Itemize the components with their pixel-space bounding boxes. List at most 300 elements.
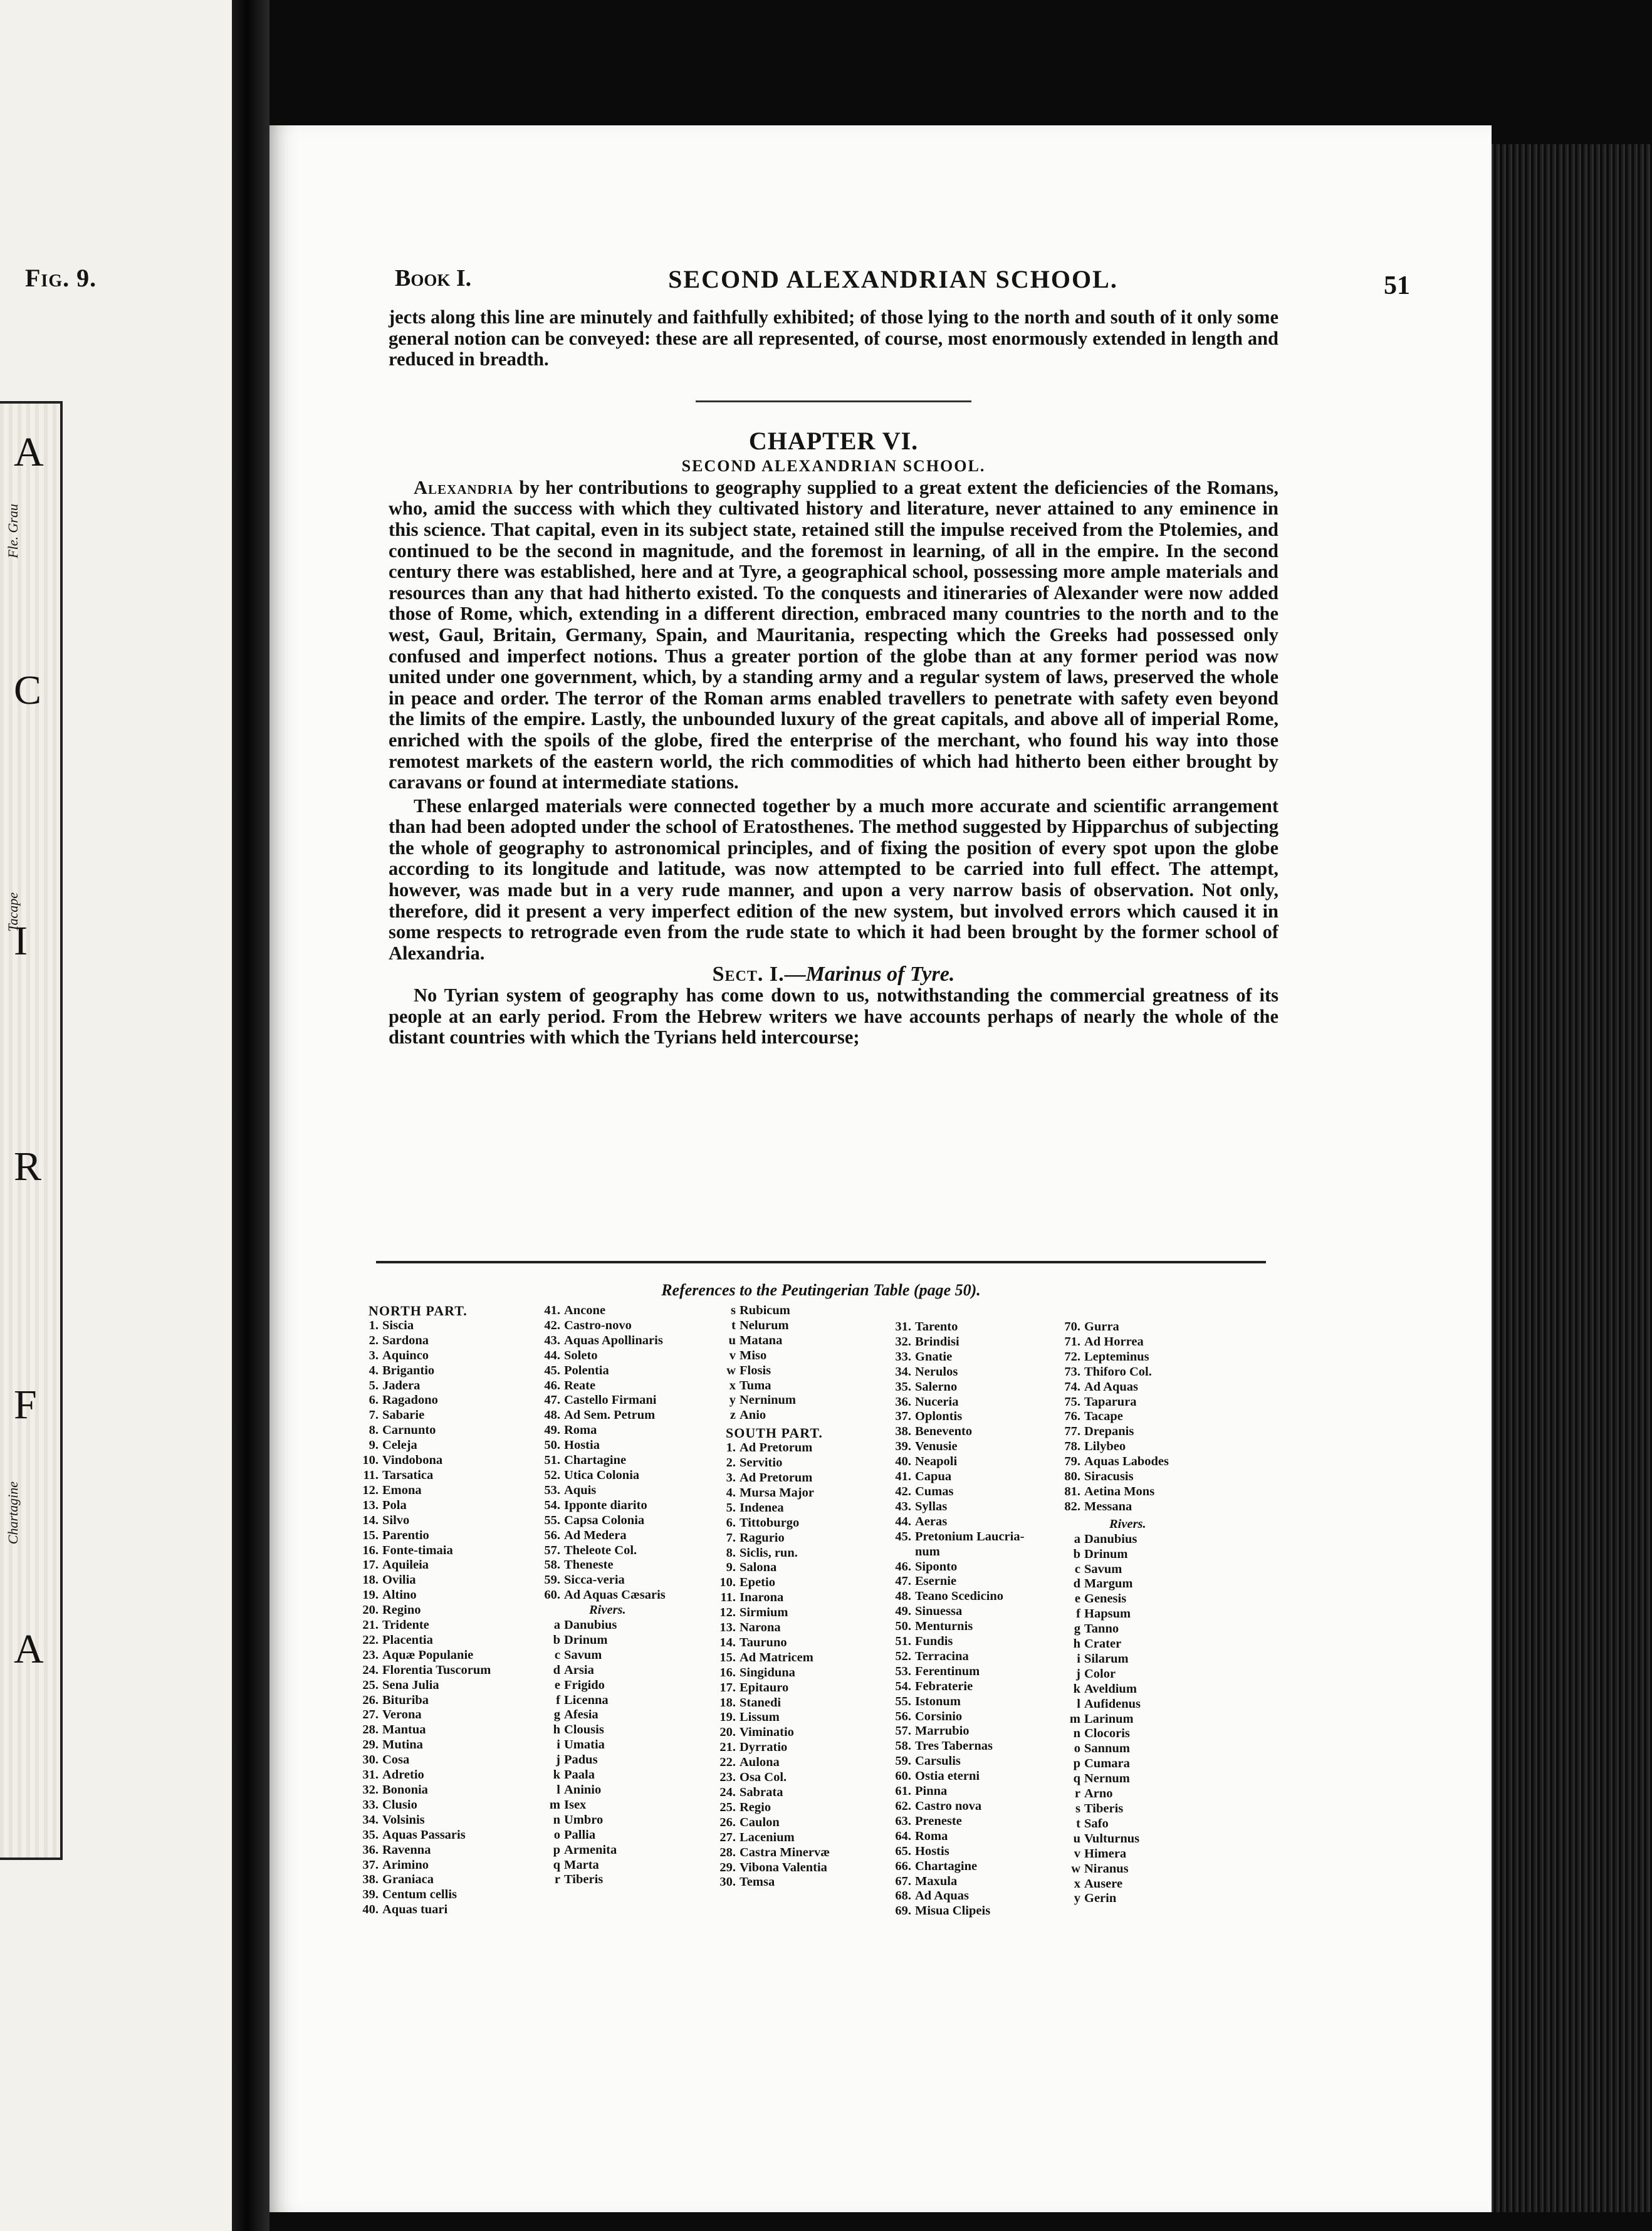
reference-entry xyxy=(533,1798,666,1813)
reference-key: 74. xyxy=(1064,1379,1080,1394)
reference-place: Epetio xyxy=(740,1575,775,1590)
reference-entry xyxy=(708,1501,830,1516)
reference-key: 57. xyxy=(544,1543,560,1557)
part-heading: SOUTH PART. xyxy=(726,1425,823,1441)
page-edges xyxy=(1492,144,1652,2212)
reference-place: Altino xyxy=(382,1588,417,1602)
reference-entry xyxy=(351,1393,491,1408)
reference-place: Marrubio xyxy=(915,1724,970,1738)
reference-key: y xyxy=(729,1393,736,1408)
reference-place: Pola xyxy=(382,1498,407,1512)
reference-place: Aquas Labodes xyxy=(1084,1455,1169,1469)
reference-place: Terracina xyxy=(915,1649,969,1663)
reference-entry xyxy=(351,1888,491,1903)
map-place-label: Fle. Grau xyxy=(5,504,21,558)
reference-place: Castro nova xyxy=(915,1799,982,1813)
reference-key: 42. xyxy=(895,1484,911,1498)
reference-key: 67. xyxy=(895,1874,911,1888)
reference-entry xyxy=(351,1319,491,1334)
reference-place: Roma xyxy=(915,1829,948,1843)
reference-place: Placentia xyxy=(382,1633,433,1647)
reference-key: 6. xyxy=(726,1515,736,1530)
reference-entry xyxy=(351,1528,491,1544)
reference-place: Ausere xyxy=(1084,1876,1123,1891)
reference-place: Clocoris xyxy=(1084,1727,1130,1741)
reference-place: Ad Pretorum xyxy=(740,1470,813,1485)
reference-entry xyxy=(884,1619,1024,1634)
reference-place: Ancone xyxy=(564,1304,606,1317)
reference-place: Aveldium xyxy=(1084,1681,1137,1696)
reference-place: Pretonium Laucria- xyxy=(915,1529,1025,1544)
reference-key: 56. xyxy=(544,1528,560,1542)
reference-place: Castro-novo xyxy=(564,1318,632,1332)
reference-place: Mantua xyxy=(382,1723,426,1737)
reference-key: 14. xyxy=(719,1635,736,1649)
chapter-subtitle: SECOND ALEXANDRIAN SCHOOL. xyxy=(681,456,986,475)
reference-place: Silvo xyxy=(382,1513,410,1527)
reference-place: Menturnis xyxy=(915,1619,973,1634)
reference-key: 7. xyxy=(726,1530,736,1545)
reference-key: w xyxy=(1071,1861,1080,1876)
reference-key: 46. xyxy=(895,1559,911,1574)
reference-place: Ad Aquas Cæsaris xyxy=(564,1588,666,1602)
reference-entry xyxy=(533,1828,666,1843)
reference-entry xyxy=(351,1813,491,1828)
reference-entry xyxy=(884,1409,1024,1424)
reference-key: v xyxy=(729,1348,736,1362)
reference-place: Siracusis xyxy=(1084,1470,1134,1484)
reference-place: Teano Scedicino xyxy=(915,1589,1004,1604)
reference-key: 43. xyxy=(544,1333,560,1347)
reference-place: Chartagine xyxy=(564,1453,627,1468)
reference-entry xyxy=(708,1441,830,1456)
reference-key: m xyxy=(1069,1711,1080,1726)
reference-entry xyxy=(1053,1682,1169,1697)
reference-place: Aeras xyxy=(915,1514,948,1528)
reference-key: 42. xyxy=(544,1318,560,1332)
reference-entry xyxy=(884,1649,1024,1664)
reference-place: Ragadono xyxy=(382,1393,438,1408)
reference-entry xyxy=(1053,1802,1169,1817)
reference-entry xyxy=(1053,1787,1169,1802)
reference-key: 47. xyxy=(544,1393,560,1408)
reference-key: 28. xyxy=(362,1723,379,1737)
reference-key: t xyxy=(731,1318,736,1332)
paragraph: No Tyrian system of geography has come down to us, notwithstanding the commercial greatness of its people at an early period. From the Hebrew writers we have accounts perhaps of nearly the whole of the distant countries with which the Tyrians held intercourse; xyxy=(389,985,1278,1048)
reference-entry xyxy=(1053,1772,1169,1787)
paragraph-text: by her contributions to geography supplied to a great extent the deficiencies of the Romans, who, amid the success with which they cultivated history and literature, never attained to any eminence in this science. That capital, even in its subject state, retained still the impulse received from the Ptolemies, and continued to be the second in magnitude, and the foremost in learning, of all in the empire. In the second century there was established, here and at Tyre, a geographical school, possessing more ample materials and resources than any that had hitherto existed. To the conquests and itineraries of Alexander were now added those of Rome, which, extending in a different direction, embraced many countries to the north and to the west, Gaul, Britain, Germany, Spain, and Mauritania, respecting which the Greeks had possessed only confused and imperfect notions. Thus a greater portion of the globe than at any former period was now united under one government, which, by a standing army and a regular system of laws, preserved the whole in peace and order. The terror of the Roman arms enabled travellers to penetrate with safety even beyond the limits of the empire. Lastly, the unbounded luxury of the great capitals, and above all of imperial Rome, enriched with the spoils of the globe, fired the enterprise of the merchant, who found his way into those remotest markets of the eastern world, the rich commodities of which had hitherto been either brought by caravans or found at intermediate stations. xyxy=(389,476,1278,793)
reference-entry xyxy=(1053,1712,1169,1727)
reference-place: Isex xyxy=(564,1797,587,1812)
reference-key: 26. xyxy=(362,1693,379,1707)
reference-place: Neapoli xyxy=(915,1455,958,1469)
reference-entry xyxy=(1053,1532,1169,1547)
reference-place: Aquis xyxy=(564,1483,597,1497)
reference-key: 29. xyxy=(362,1738,379,1752)
reference-key: 61. xyxy=(895,1784,911,1799)
reference-key: 1. xyxy=(369,1318,379,1332)
reference-key: 1. xyxy=(726,1441,736,1455)
reference-key: 32. xyxy=(362,1783,379,1797)
reference-entry xyxy=(1053,1320,1169,1335)
reference-place: Arimino xyxy=(382,1857,429,1872)
reference-key: 46. xyxy=(544,1378,560,1392)
reference-place: Hostia xyxy=(564,1438,600,1453)
reference-entry xyxy=(884,1664,1024,1680)
reference-key: 35. xyxy=(895,1379,911,1394)
reference-key: 72. xyxy=(1064,1349,1080,1364)
reference-key: 18. xyxy=(362,1573,379,1587)
reference-key: 60. xyxy=(544,1588,560,1602)
reference-key: 60. xyxy=(895,1769,911,1784)
reference-key: 17. xyxy=(719,1680,736,1695)
reference-place: Aquileia xyxy=(382,1558,429,1572)
reference-key: 37. xyxy=(895,1409,911,1424)
reference-place: Caulon xyxy=(740,1815,780,1829)
reference-place: Niranus xyxy=(1084,1861,1129,1876)
references-column xyxy=(351,1304,491,1918)
reference-key: i xyxy=(557,1738,560,1752)
reference-place: Misua Clipeis xyxy=(915,1904,991,1918)
map-place-label: Tacape xyxy=(5,892,21,932)
reference-entry xyxy=(533,1648,666,1663)
reference-place: Gerin xyxy=(1084,1891,1117,1906)
reference-key: 18. xyxy=(719,1695,736,1710)
reference-place: Fundis xyxy=(915,1634,953,1649)
reference-entry xyxy=(884,1904,1024,1919)
reference-place: Servitio xyxy=(740,1456,783,1470)
reference-key: 24. xyxy=(719,1785,736,1799)
reference-place: Sabarie xyxy=(382,1408,425,1423)
reference-key: 70. xyxy=(1064,1320,1080,1334)
reference-entry xyxy=(708,1591,830,1606)
reference-place: Rubicum xyxy=(740,1304,790,1317)
reference-place: Pinna xyxy=(915,1784,948,1799)
reference-entry xyxy=(884,1395,1024,1410)
reference-entry xyxy=(708,1725,830,1740)
reference-entry xyxy=(351,1693,491,1708)
reference-entry xyxy=(1053,1667,1169,1682)
divider xyxy=(696,400,971,402)
reference-place: Clousis xyxy=(564,1723,604,1737)
reference-entry xyxy=(708,1621,830,1636)
reference-place: Centum cellis xyxy=(382,1888,457,1902)
reference-key: 80. xyxy=(1064,1470,1080,1484)
reference-key: s xyxy=(731,1304,736,1317)
reference-entry xyxy=(708,1334,830,1349)
reference-key: 2. xyxy=(726,1456,736,1470)
reference-place: Sabrata xyxy=(740,1785,783,1799)
reference-key: 59. xyxy=(895,1754,911,1769)
reference-entry xyxy=(1053,1757,1169,1772)
reference-entry xyxy=(708,1304,830,1319)
reference-place: Nerulos xyxy=(915,1364,958,1379)
map-letter: A xyxy=(14,429,44,475)
reference-place: Ad Medera xyxy=(564,1528,627,1542)
reference-place: Aulona xyxy=(740,1755,780,1770)
reference-entry xyxy=(884,1889,1024,1904)
reference-entry xyxy=(533,1663,666,1678)
reference-key: r xyxy=(554,1873,560,1887)
reference-entry xyxy=(1053,1439,1169,1455)
reference-key: 51. xyxy=(895,1634,911,1649)
reference-place: Ragurio xyxy=(740,1530,785,1545)
reference-entry xyxy=(533,1468,666,1483)
reference-entry xyxy=(1053,1847,1169,1862)
reference-entry xyxy=(708,1486,830,1501)
reference-entry xyxy=(884,1769,1024,1784)
reference-place: Florentia Tuscorum xyxy=(382,1663,491,1677)
reference-place: Ovilia xyxy=(382,1573,416,1587)
reference-place: Tres Tabernas xyxy=(915,1739,993,1753)
reference-entry xyxy=(351,1423,491,1438)
reference-key: z xyxy=(729,1408,736,1423)
reference-key: 49. xyxy=(895,1604,911,1619)
reference-entry xyxy=(351,1753,491,1768)
reference-entry xyxy=(708,1710,830,1725)
reference-place: Hostis xyxy=(915,1844,949,1858)
reference-place: Umatia xyxy=(564,1738,605,1752)
reference-place: Tacape xyxy=(1084,1409,1123,1424)
reference-key: 3. xyxy=(726,1470,736,1485)
reference-place: Siscia xyxy=(382,1318,414,1332)
reference-key: c xyxy=(1074,1562,1080,1576)
reference-place: Vindobona xyxy=(382,1453,443,1468)
reference-entry xyxy=(351,1603,491,1618)
reference-entry xyxy=(884,1724,1024,1739)
reference-entry xyxy=(1053,1862,1169,1877)
reference-key: 24. xyxy=(362,1663,379,1677)
reference-entry xyxy=(884,1365,1024,1380)
reference-place: Volsinis xyxy=(382,1812,425,1827)
reference-entry xyxy=(708,1770,830,1785)
reference-place: Danubius xyxy=(564,1618,617,1633)
reference-entry xyxy=(884,1545,1024,1560)
reference-key: 22. xyxy=(719,1755,736,1770)
reference-key: 34. xyxy=(362,1812,379,1827)
reference-place: Parentio xyxy=(382,1528,429,1542)
reference-key: 58. xyxy=(895,1739,911,1753)
reference-key: 35. xyxy=(362,1827,379,1842)
reference-place: Carsulis xyxy=(915,1754,961,1769)
reference-key: b xyxy=(553,1633,560,1647)
reference-place: Tanno xyxy=(1084,1622,1119,1636)
reference-key: 48. xyxy=(895,1589,911,1604)
reference-entry xyxy=(884,1680,1024,1695)
reference-entry xyxy=(351,1708,491,1723)
reference-place: Singiduna xyxy=(740,1665,795,1680)
reference-entry xyxy=(884,1829,1024,1844)
reference-key: 20. xyxy=(719,1725,736,1740)
reference-place: Arsia xyxy=(564,1663,594,1677)
reference-entry xyxy=(351,1544,491,1559)
reference-entry xyxy=(351,1468,491,1483)
reference-place: Ravenna xyxy=(382,1842,431,1857)
reference-place: Gurra xyxy=(1084,1320,1119,1334)
reference-place: Emona xyxy=(382,1483,422,1497)
reference-place: Salona xyxy=(740,1560,777,1575)
reference-place: Pallia xyxy=(564,1827,596,1842)
reference-place: Chartagine xyxy=(915,1859,978,1873)
reference-place: Larinum xyxy=(1084,1711,1134,1726)
reference-place: Genesis xyxy=(1084,1592,1127,1606)
reference-place: Nelurum xyxy=(740,1318,789,1332)
reference-entry xyxy=(351,1483,491,1498)
reference-key: 63. xyxy=(895,1814,911,1828)
reference-key: k xyxy=(553,1768,560,1782)
reference-entry xyxy=(708,1755,830,1770)
reference-place: Tridente xyxy=(382,1618,429,1633)
reference-key: 75. xyxy=(1064,1394,1080,1409)
reference-entry xyxy=(1053,1470,1169,1485)
reference-place: Castra Minervæ xyxy=(740,1845,830,1859)
reference-place: Cosa xyxy=(382,1753,410,1767)
reference-place: Polentia xyxy=(564,1363,609,1377)
reference-entry xyxy=(351,1513,491,1528)
reference-key: 22. xyxy=(362,1633,379,1647)
reference-entry xyxy=(1053,1592,1169,1607)
reference-key: 7. xyxy=(369,1408,379,1423)
reference-place: Messana xyxy=(1084,1499,1132,1513)
reference-place: Ipponte diarito xyxy=(564,1498,647,1512)
reference-key: 4. xyxy=(726,1485,736,1500)
reference-key: 41. xyxy=(544,1304,560,1317)
reference-place: Tarsatica xyxy=(382,1468,434,1482)
reference-key: 82. xyxy=(1064,1499,1080,1513)
reference-place: Roma xyxy=(564,1423,597,1438)
reference-place: Margum xyxy=(1084,1577,1133,1591)
reference-entry xyxy=(351,1379,491,1394)
reference-place: Benevento xyxy=(915,1424,973,1439)
reference-entry xyxy=(708,1393,830,1408)
map-place-label: Chartagine xyxy=(5,1481,21,1545)
reference-place: Inarona xyxy=(740,1591,784,1605)
reference-key: 36. xyxy=(895,1394,911,1409)
reference-place: Aquinco xyxy=(382,1348,429,1362)
reference-place: Anio xyxy=(740,1408,766,1423)
reference-key: 13. xyxy=(719,1621,736,1635)
reference-key: 33. xyxy=(362,1797,379,1812)
reference-key: 55. xyxy=(895,1694,911,1708)
reference-entry xyxy=(884,1634,1024,1649)
reference-entry xyxy=(708,1560,830,1575)
reference-entry xyxy=(533,1438,666,1453)
reference-entry xyxy=(351,1678,491,1693)
reference-entry xyxy=(708,1516,830,1531)
reference-key: 6. xyxy=(369,1393,379,1408)
reference-key: f xyxy=(1076,1607,1080,1621)
reference-place: Color xyxy=(1084,1666,1116,1681)
reference-entry xyxy=(708,1546,830,1561)
reference-entry xyxy=(533,1873,666,1888)
reference-key: k xyxy=(1073,1681,1080,1696)
reference-entry xyxy=(884,1335,1024,1350)
reference-entry xyxy=(351,1858,491,1873)
reference-entry xyxy=(533,1498,666,1513)
reference-key: 31. xyxy=(895,1320,911,1334)
reference-place: Marta xyxy=(564,1857,599,1872)
reference-place: Ad Aquas xyxy=(915,1889,970,1903)
reference-key: 44. xyxy=(544,1348,560,1362)
reference-entry xyxy=(533,1723,666,1738)
reference-key: 8. xyxy=(369,1423,379,1438)
reference-key: i xyxy=(1077,1651,1080,1666)
reference-place: Maxula xyxy=(915,1874,958,1888)
reference-key: 27. xyxy=(362,1708,379,1722)
reference-place: Ad Horrea xyxy=(1084,1334,1144,1349)
reference-entry xyxy=(708,1379,830,1394)
reference-place: Sardona xyxy=(382,1333,429,1347)
paragraph: jects along this line are minutely and faithfully exhibited; of those lying to the north and south of it only some general notion can be conveyed: these are all represented, of course, most enormously extended in length and reduced in breadth. xyxy=(389,306,1278,370)
reference-entry xyxy=(1053,1365,1169,1380)
reference-entry xyxy=(708,1456,830,1471)
reference-place: Miso xyxy=(740,1348,767,1362)
reference-entry xyxy=(884,1589,1024,1604)
reference-key: 34. xyxy=(895,1364,911,1379)
reference-key: 9. xyxy=(369,1438,379,1453)
reference-place: Tiberis xyxy=(564,1873,604,1887)
reference-place: Febraterie xyxy=(915,1679,973,1693)
references-divider xyxy=(376,1261,1266,1263)
reference-entry xyxy=(533,1843,666,1858)
reference-entry xyxy=(533,1573,666,1588)
reference-key: 2. xyxy=(369,1333,379,1347)
reference-place: Castello Firmani xyxy=(564,1393,657,1408)
reference-entry xyxy=(351,1783,491,1798)
reference-place: Ostia eterni xyxy=(915,1769,980,1784)
reference-place: Gnatie xyxy=(915,1349,953,1364)
map-letter: C xyxy=(14,667,42,713)
reference-key: 81. xyxy=(1064,1484,1080,1498)
reference-key: 64. xyxy=(895,1829,911,1843)
reference-place: Tarento xyxy=(915,1320,958,1334)
reference-entry xyxy=(1053,1637,1169,1652)
reference-place: Utica Colonia xyxy=(564,1468,640,1482)
reference-entry xyxy=(1053,1727,1169,1742)
reference-entry xyxy=(884,1424,1024,1439)
reference-place: Sannum xyxy=(1084,1742,1130,1756)
reference-place: Cumas xyxy=(915,1484,954,1498)
reference-entry xyxy=(1053,1877,1169,1892)
reference-entry xyxy=(708,1636,830,1651)
reference-key: 50. xyxy=(544,1438,560,1453)
reference-key: h xyxy=(1073,1637,1080,1651)
reference-entry xyxy=(884,1560,1024,1575)
reference-place: Savum xyxy=(564,1648,602,1662)
reference-place: Osa Col. xyxy=(740,1770,787,1785)
reference-key: 4. xyxy=(369,1363,379,1377)
reference-entry xyxy=(533,1783,666,1798)
reference-entry xyxy=(533,1693,666,1708)
reference-entry xyxy=(708,1875,830,1890)
reference-entry xyxy=(1053,1817,1169,1832)
reference-place: Soleto xyxy=(564,1348,598,1362)
reference-key: 31. xyxy=(362,1768,379,1782)
reference-place: Tauruno xyxy=(740,1635,787,1649)
reference-entry xyxy=(351,1828,491,1843)
reference-place: Brigantio xyxy=(382,1363,435,1377)
reference-entry xyxy=(708,1800,830,1816)
reference-place: Brindisi xyxy=(915,1334,959,1349)
reference-key: 29. xyxy=(719,1860,736,1874)
reference-place: Arno xyxy=(1084,1787,1113,1801)
reference-place: Regio xyxy=(740,1800,771,1814)
reference-key: d xyxy=(1073,1577,1080,1591)
reference-key: a xyxy=(1074,1532,1080,1546)
reference-key: 17. xyxy=(362,1558,379,1572)
reference-key: 15. xyxy=(362,1528,379,1542)
reference-entry xyxy=(533,1588,666,1603)
